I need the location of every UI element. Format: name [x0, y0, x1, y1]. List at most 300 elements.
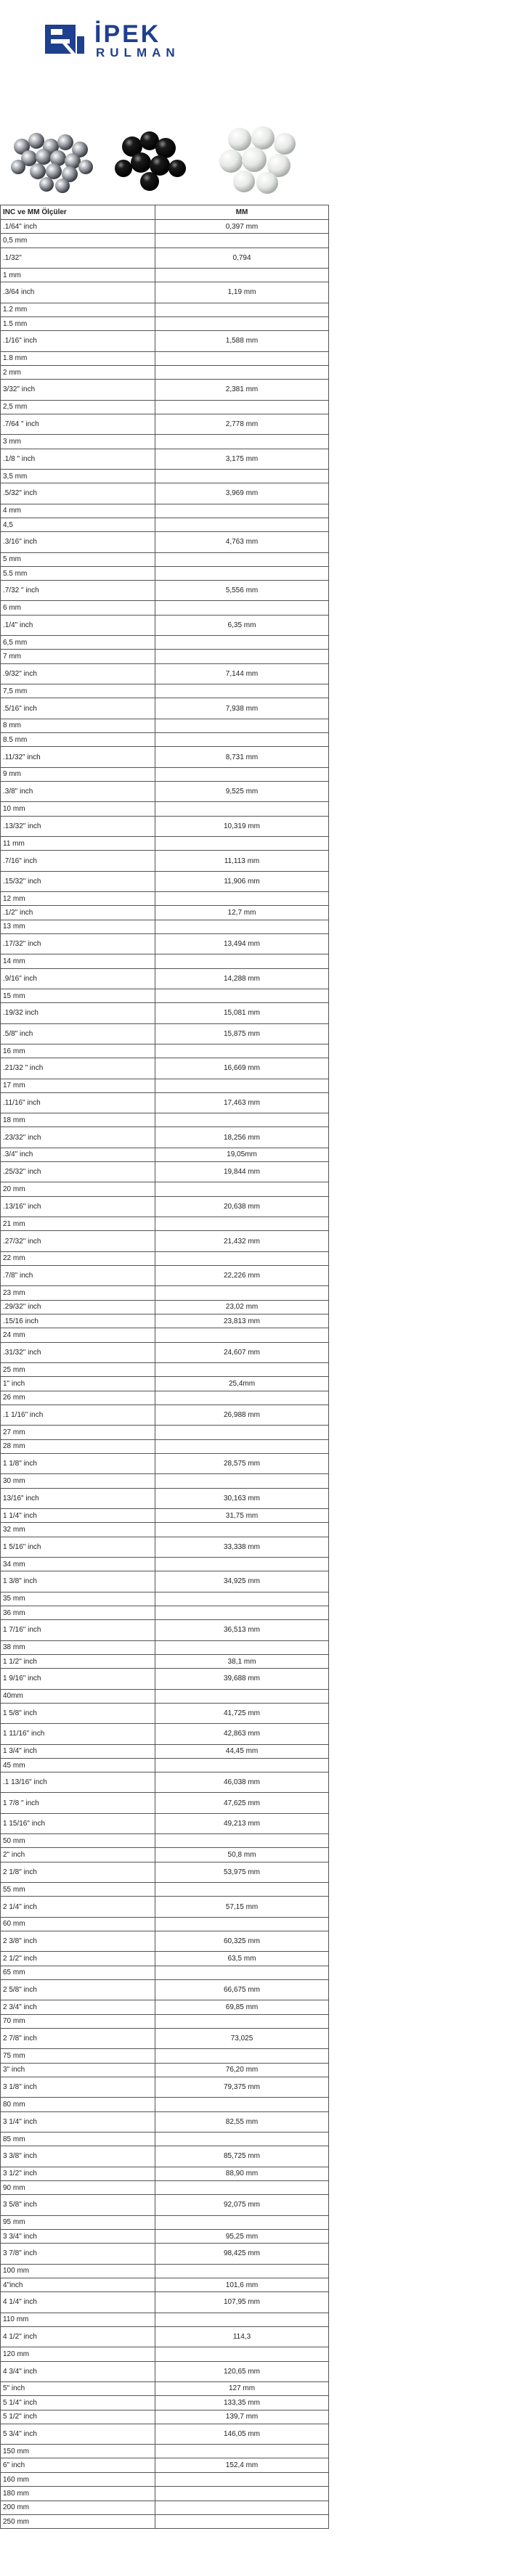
- size-label-cell: .9/16" inch: [1, 968, 155, 989]
- table-row: [1, 1231, 329, 1251]
- mm-value-cell: 95,25 mm: [155, 2229, 329, 2243]
- mm-value-cell: 101,6 mm: [155, 2278, 329, 2291]
- mm-value-cell: [155, 2180, 329, 2194]
- mm-value-cell: 66,675 mm: [155, 1980, 329, 2000]
- mm-value-cell: 28,575 mm: [155, 1454, 329, 1474]
- size-label-cell: 2 7/8" inch: [1, 2029, 155, 2049]
- table-row: [1, 891, 329, 905]
- size-label-cell: 70 mm: [1, 2014, 155, 2028]
- mm-value-cell: 9,525 mm: [155, 782, 329, 802]
- table-row: [1, 767, 329, 781]
- table-row: [1, 2029, 329, 2049]
- mm-value-cell: [155, 2347, 329, 2361]
- table-row: [1, 2292, 329, 2313]
- size-label-cell: 2 3/8" inch: [1, 1931, 155, 1952]
- size-label-cell: 20 mm: [1, 1182, 155, 1196]
- size-label-cell: 23 mm: [1, 1286, 155, 1300]
- size-label-cell: 1.8 mm: [1, 351, 155, 365]
- table-row: [1, 469, 329, 483]
- table-row: [1, 989, 329, 1002]
- table-row: [1, 1196, 329, 1217]
- mm-value-cell: [155, 2098, 329, 2111]
- mm-value-cell: [155, 1426, 329, 1439]
- mm-value-cell: [155, 920, 329, 933]
- table-row: [1, 1689, 329, 1703]
- size-label-cell: 24 mm: [1, 1328, 155, 1342]
- mm-value-cell: [155, 1044, 329, 1058]
- table-row: [1, 719, 329, 732]
- size-label-cell: 15 mm: [1, 989, 155, 1002]
- table-row: [1, 581, 329, 601]
- size-label-cell: 7 mm: [1, 650, 155, 663]
- table-row: [1, 2215, 329, 2229]
- size-label-cell: 18 mm: [1, 1113, 155, 1127]
- mm-value-cell: [155, 1363, 329, 1377]
- table-row: [1, 1620, 329, 1640]
- mm-value-cell: [155, 1640, 329, 1654]
- table-row: [1, 2396, 329, 2410]
- table-row: [1, 1952, 329, 1966]
- mm-value-cell: 98,425 mm: [155, 2244, 329, 2264]
- size-label-cell: 1 1/8" inch: [1, 1454, 155, 1474]
- mm-value-cell: 36,513 mm: [155, 1620, 329, 1640]
- size-label-cell: 10 mm: [1, 802, 155, 816]
- size-label-cell: 40mm: [1, 1689, 155, 1703]
- size-label-cell: .1/32": [1, 248, 155, 268]
- mm-value-cell: 3,969 mm: [155, 483, 329, 504]
- mm-value-cell: 11,906 mm: [155, 871, 329, 891]
- table-row: [1, 331, 329, 351]
- mm-value-cell: 6,35 mm: [155, 615, 329, 635]
- table-row: [1, 1883, 329, 1897]
- table-row: [1, 1092, 329, 1113]
- table-row: [1, 1592, 329, 1606]
- table-row: [1, 1251, 329, 1265]
- mm-value-cell: [155, 1286, 329, 1300]
- mm-value-cell: [155, 469, 329, 483]
- size-label-cell: 100 mm: [1, 2264, 155, 2278]
- size-label-cell: 2 5/8" inch: [1, 1980, 155, 2000]
- mm-value-cell: [155, 2132, 329, 2146]
- table-row: [1, 365, 329, 379]
- table-row: [1, 954, 329, 968]
- size-label-cell: 36 mm: [1, 1606, 155, 1619]
- table-row: [1, 2361, 329, 2381]
- mm-value-cell: 7,144 mm: [155, 663, 329, 684]
- table-row: [1, 698, 329, 719]
- mm-value-cell: 63,5 mm: [155, 1952, 329, 1966]
- size-label-cell: 55 mm: [1, 1883, 155, 1897]
- size-label-cell: .15/32" inch: [1, 871, 155, 891]
- size-label-cell: .11/32" inch: [1, 747, 155, 767]
- size-label-cell: .3/64 inch: [1, 282, 155, 303]
- mm-value-cell: [155, 1251, 329, 1265]
- size-label-cell: 150 mm: [1, 2445, 155, 2458]
- size-label-cell: .1/16" inch: [1, 331, 155, 351]
- mm-value-cell: 15,081 mm: [155, 1003, 329, 1023]
- mm-value-cell: 16,669 mm: [155, 1058, 329, 1079]
- mm-value-cell: [155, 2445, 329, 2458]
- size-label-cell: 38 mm: [1, 1640, 155, 1654]
- table-row: [1, 1744, 329, 1758]
- size-label-cell: 2 1/2" inch: [1, 1952, 155, 1966]
- table-row: [1, 268, 329, 282]
- size-label-cell: 2 mm: [1, 365, 155, 379]
- table-row: [1, 1758, 329, 1772]
- table-row: [1, 2000, 329, 2014]
- size-label-cell: .19/32 inch: [1, 1003, 155, 1023]
- mm-column-header: MM: [155, 205, 329, 220]
- size-label-cell: 120 mm: [1, 2347, 155, 2361]
- table-row: [1, 518, 329, 531]
- table-row: [1, 1023, 329, 1044]
- size-label-cell: 1.2 mm: [1, 303, 155, 316]
- mm-value-cell: 20,638 mm: [155, 1196, 329, 1217]
- table-row: [1, 414, 329, 434]
- table-row: [1, 1488, 329, 1508]
- table-row: [1, 2410, 329, 2424]
- mm-value-cell: [155, 268, 329, 282]
- brand-name: İPEK: [94, 20, 161, 48]
- mm-value-cell: [155, 365, 329, 379]
- mm-value-cell: 53,975 mm: [155, 1862, 329, 1882]
- size-label-cell: 5 1/4" inch: [1, 2396, 155, 2410]
- table-row: [1, 782, 329, 802]
- table-row: [1, 248, 329, 268]
- mm-value-cell: 33,338 mm: [155, 1537, 329, 1557]
- mm-value-cell: 4,763 mm: [155, 532, 329, 552]
- table-row: [1, 2229, 329, 2243]
- table-row: [1, 1980, 329, 2000]
- mm-value-cell: 2,778 mm: [155, 414, 329, 434]
- size-label-cell: 25 mm: [1, 1363, 155, 1377]
- mm-value-cell: 57,15 mm: [155, 1897, 329, 1917]
- mm-value-cell: 69,85 mm: [155, 2000, 329, 2014]
- table-row: [1, 483, 329, 504]
- size-label-cell: 180 mm: [1, 2487, 155, 2501]
- table-row: [1, 2063, 329, 2077]
- mm-value-cell: 107,95 mm: [155, 2292, 329, 2313]
- mm-value-cell: 7,938 mm: [155, 698, 329, 719]
- size-label-cell: .9/32" inch: [1, 663, 155, 684]
- table-row: [1, 1931, 329, 1952]
- size-label-cell: .7/8" inch: [1, 1266, 155, 1286]
- table-row: [1, 1772, 329, 1793]
- size-label-cell: 26 mm: [1, 1391, 155, 1404]
- table-row: [1, 1474, 329, 1488]
- mm-value-cell: 8,731 mm: [155, 747, 329, 767]
- size-label-cell: 1.5 mm: [1, 316, 155, 330]
- mm-value-cell: [155, 303, 329, 316]
- mm-value-cell: [155, 518, 329, 531]
- mm-value-cell: 5,556 mm: [155, 581, 329, 601]
- mm-value-cell: 30,163 mm: [155, 1488, 329, 1508]
- size-label-cell: .15/16 inch: [1, 1314, 155, 1328]
- mm-value-cell: 88,90 mm: [155, 2167, 329, 2180]
- table-row: [1, 837, 329, 851]
- mm-value-cell: [155, 1113, 329, 1127]
- mm-value-cell: 22,226 mm: [155, 1266, 329, 1286]
- table-row: [1, 2458, 329, 2472]
- table-row: [1, 1439, 329, 1453]
- table-row: [1, 2278, 329, 2291]
- size-label-cell: 3 3/8" inch: [1, 2146, 155, 2167]
- size-label-cell: 1 3/4" inch: [1, 1744, 155, 1758]
- table-row: [1, 2077, 329, 2098]
- size-label-cell: 3 1/4" inch: [1, 2111, 155, 2132]
- mm-value-cell: [155, 1474, 329, 1488]
- table-row: [1, 1848, 329, 1862]
- table-row: [1, 747, 329, 767]
- mm-value-cell: 15,875 mm: [155, 1023, 329, 1044]
- mm-value-cell: 19,844 mm: [155, 1162, 329, 1182]
- table-row: [1, 1058, 329, 1079]
- table-row: [1, 2167, 329, 2180]
- size-label-cell: 65 mm: [1, 1966, 155, 1979]
- size-label-cell: 1 7/8 " inch: [1, 1793, 155, 1813]
- size-label-cell: .7/64 " inch: [1, 414, 155, 434]
- mm-value-cell: [155, 2049, 329, 2063]
- black-balls: [115, 131, 186, 191]
- size-label-cell: 12 mm: [1, 891, 155, 905]
- size-label-cell: .1/8 " inch: [1, 449, 155, 469]
- table-row: [1, 1286, 329, 1300]
- table-row: [1, 282, 329, 303]
- table-row: [1, 851, 329, 871]
- mm-value-cell: 0,794: [155, 248, 329, 268]
- mm-value-cell: [155, 684, 329, 698]
- size-label-cell: .5/32" inch: [1, 483, 155, 504]
- mm-value-cell: 46,038 mm: [155, 1772, 329, 1793]
- table-row: [1, 1363, 329, 1377]
- size-label-cell: 3" inch: [1, 2063, 155, 2077]
- mm-value-cell: 146,05 mm: [155, 2424, 329, 2444]
- table-row: [1, 1606, 329, 1619]
- table-row: [1, 601, 329, 615]
- size-label-cell: 17 mm: [1, 1079, 155, 1092]
- size-label-cell: .5/16" inch: [1, 698, 155, 719]
- table-row: [1, 1182, 329, 1196]
- size-label-cell: .1/2" inch: [1, 906, 155, 920]
- mm-value-cell: [155, 1391, 329, 1404]
- size-label-cell: 1" inch: [1, 1377, 155, 1391]
- table-row: [1, 316, 329, 330]
- table-row: [1, 234, 329, 248]
- table-row: [1, 1300, 329, 1314]
- logo-mark-icon: [45, 25, 84, 54]
- size-label-cell: 28 mm: [1, 1439, 155, 1453]
- mm-value-cell: 41,725 mm: [155, 1703, 329, 1723]
- size-label-cell: 1 1/4" inch: [1, 1508, 155, 1522]
- table-row: [1, 2472, 329, 2486]
- table-row: [1, 380, 329, 400]
- mm-value-cell: 1,588 mm: [155, 331, 329, 351]
- size-label-cell: 90 mm: [1, 2180, 155, 2194]
- mm-value-cell: 114,3: [155, 2326, 329, 2347]
- mm-value-cell: 3,175 mm: [155, 449, 329, 469]
- mm-value-cell: 0,397 mm: [155, 220, 329, 234]
- mm-value-cell: 26,988 mm: [155, 1405, 329, 1426]
- size-label-cell: 3 5/8" inch: [1, 2195, 155, 2215]
- size-label-cell: 95 mm: [1, 2215, 155, 2229]
- mm-value-cell: [155, 2501, 329, 2514]
- size-label-cell: 4,5: [1, 518, 155, 531]
- size-label-cell: 250 mm: [1, 2514, 155, 2528]
- table-row: [1, 400, 329, 414]
- size-label-cell: 14 mm: [1, 954, 155, 968]
- size-label-cell: .1/64" inch: [1, 220, 155, 234]
- size-label-cell: 35 mm: [1, 1592, 155, 1606]
- size-label-cell: 50 mm: [1, 1834, 155, 1848]
- size-label-cell: 3 1/8" inch: [1, 2077, 155, 2098]
- mm-value-cell: 76,20 mm: [155, 2063, 329, 2077]
- size-label-cell: 5.5 mm: [1, 566, 155, 580]
- mm-value-cell: 1,19 mm: [155, 282, 329, 303]
- table-row: [1, 2098, 329, 2111]
- size-label-cell: 2" inch: [1, 1848, 155, 1862]
- size-label-cell: 4 mm: [1, 504, 155, 518]
- size-label-cell: 3 1/2" inch: [1, 2167, 155, 2180]
- mm-value-cell: [155, 1689, 329, 1703]
- table-row: [1, 1328, 329, 1342]
- mm-value-cell: [155, 1758, 329, 1772]
- size-label-cell: .17/32" inch: [1, 933, 155, 954]
- mm-value-cell: [155, 1523, 329, 1537]
- mm-value-cell: [155, 1834, 329, 1848]
- mm-value-cell: 49,213 mm: [155, 1813, 329, 1833]
- mm-value-cell: 14,288 mm: [155, 968, 329, 989]
- table-row: [1, 303, 329, 316]
- mm-value-cell: 47,625 mm: [155, 1793, 329, 1813]
- size-label-cell: 5 mm: [1, 552, 155, 566]
- mm-value-cell: [155, 1883, 329, 1897]
- mm-value-cell: [155, 400, 329, 414]
- table-row: [1, 566, 329, 580]
- size-label-cell: .11/16" inch: [1, 1092, 155, 1113]
- mm-value-cell: [155, 504, 329, 518]
- size-label-cell: .3/4" inch: [1, 1148, 155, 1161]
- size-label-cell: .1/4" inch: [1, 615, 155, 635]
- table-row: [1, 650, 329, 663]
- size-label-cell: 30 mm: [1, 1474, 155, 1488]
- table-row: [1, 636, 329, 650]
- size-label-cell: 1 mm: [1, 268, 155, 282]
- table-row: [1, 2049, 329, 2063]
- table-row: [1, 733, 329, 747]
- mm-value-cell: [155, 1328, 329, 1342]
- mm-value-cell: 120,65 mm: [155, 2361, 329, 2381]
- mm-value-cell: [155, 316, 329, 330]
- table-row: [1, 1391, 329, 1404]
- size-label-cell: .27/32" inch: [1, 1231, 155, 1251]
- size-label-cell: 85 mm: [1, 2132, 155, 2146]
- size-label-cell: 9 mm: [1, 767, 155, 781]
- table-row: [1, 1044, 329, 1058]
- mm-value-cell: [155, 2215, 329, 2229]
- table-row: [1, 449, 329, 469]
- table-row: [1, 2244, 329, 2264]
- product-photo: [0, 96, 328, 205]
- table-row: [1, 1966, 329, 1979]
- mm-value-cell: [155, 1606, 329, 1619]
- mm-value-cell: [155, 2014, 329, 2028]
- size-label-cell: .23/32" inch: [1, 1127, 155, 1148]
- table-row: [1, 1669, 329, 1689]
- size-label-cell: 3 mm: [1, 435, 155, 449]
- mm-value-cell: [155, 650, 329, 663]
- mm-value-cell: 82,55 mm: [155, 2111, 329, 2132]
- size-label-cell: 13 mm: [1, 920, 155, 933]
- size-label-cell: .7/32 " inch: [1, 581, 155, 601]
- size-label-cell: .1 1/16" inch: [1, 1405, 155, 1426]
- table-row: [1, 504, 329, 518]
- table-row: [1, 220, 329, 234]
- table-row: [1, 802, 329, 816]
- table-row: [1, 1508, 329, 1522]
- table-row: [1, 1917, 329, 1931]
- size-label-cell: 1 15/16" inch: [1, 1813, 155, 1833]
- mm-value-cell: [155, 1966, 329, 1979]
- size-label-cell: 1 11/16" inch: [1, 1724, 155, 1744]
- size-label-cell: 110 mm: [1, 2313, 155, 2326]
- table-row: [1, 1454, 329, 1474]
- mm-value-cell: [155, 1079, 329, 1092]
- table-row: [1, 906, 329, 920]
- size-label-cell: 200 mm: [1, 2501, 155, 2514]
- mm-value-cell: 31,75 mm: [155, 1508, 329, 1522]
- size-label-cell: .25/32" inch: [1, 1162, 155, 1182]
- table-row: [1, 684, 329, 698]
- table-row: [1, 2445, 329, 2458]
- mm-value-cell: 50,8 mm: [155, 1848, 329, 1862]
- size-label-cell: 1 9/16" inch: [1, 1669, 155, 1689]
- size-label-cell: 5 3/4" inch: [1, 2424, 155, 2444]
- size-label-cell: 160 mm: [1, 2472, 155, 2486]
- size-label-cell: 4"inch: [1, 2278, 155, 2291]
- white-balls: [219, 126, 296, 194]
- size-label-cell: 34 mm: [1, 1557, 155, 1571]
- table-row: [1, 2347, 329, 2361]
- table-row: [1, 1537, 329, 1557]
- size-label-cell: .5/8" inch: [1, 1023, 155, 1044]
- table-row: [1, 2501, 329, 2514]
- size-label-cell: 6,5 mm: [1, 636, 155, 650]
- size-label-cell: 4 3/4" inch: [1, 2361, 155, 2381]
- table-row: [1, 2014, 329, 2028]
- table-row: [1, 1724, 329, 1744]
- table-row: [1, 816, 329, 836]
- mm-value-cell: [155, 719, 329, 732]
- size-label-cell: 5" inch: [1, 2381, 155, 2395]
- table-row: [1, 920, 329, 933]
- table-row: [1, 1003, 329, 1023]
- mm-value-cell: [155, 2514, 329, 2528]
- size-label-cell: 4 1/4" inch: [1, 2292, 155, 2313]
- mm-value-cell: [155, 733, 329, 747]
- brand-subtitle: RULMAN: [96, 46, 180, 60]
- mm-value-cell: [155, 1592, 329, 1606]
- size-label-cell: .3/8" inch: [1, 782, 155, 802]
- table-row: [1, 2132, 329, 2146]
- mm-value-cell: 44,45 mm: [155, 1744, 329, 1758]
- mm-value-cell: [155, 767, 329, 781]
- mm-value-cell: [155, 552, 329, 566]
- mm-value-cell: 85,725 mm: [155, 2146, 329, 2167]
- table-row: [1, 2424, 329, 2444]
- size-label-cell: 13/16" inch: [1, 1488, 155, 1508]
- size-conversion-table: [0, 205, 329, 2529]
- mm-value-cell: 127 mm: [155, 2381, 329, 2395]
